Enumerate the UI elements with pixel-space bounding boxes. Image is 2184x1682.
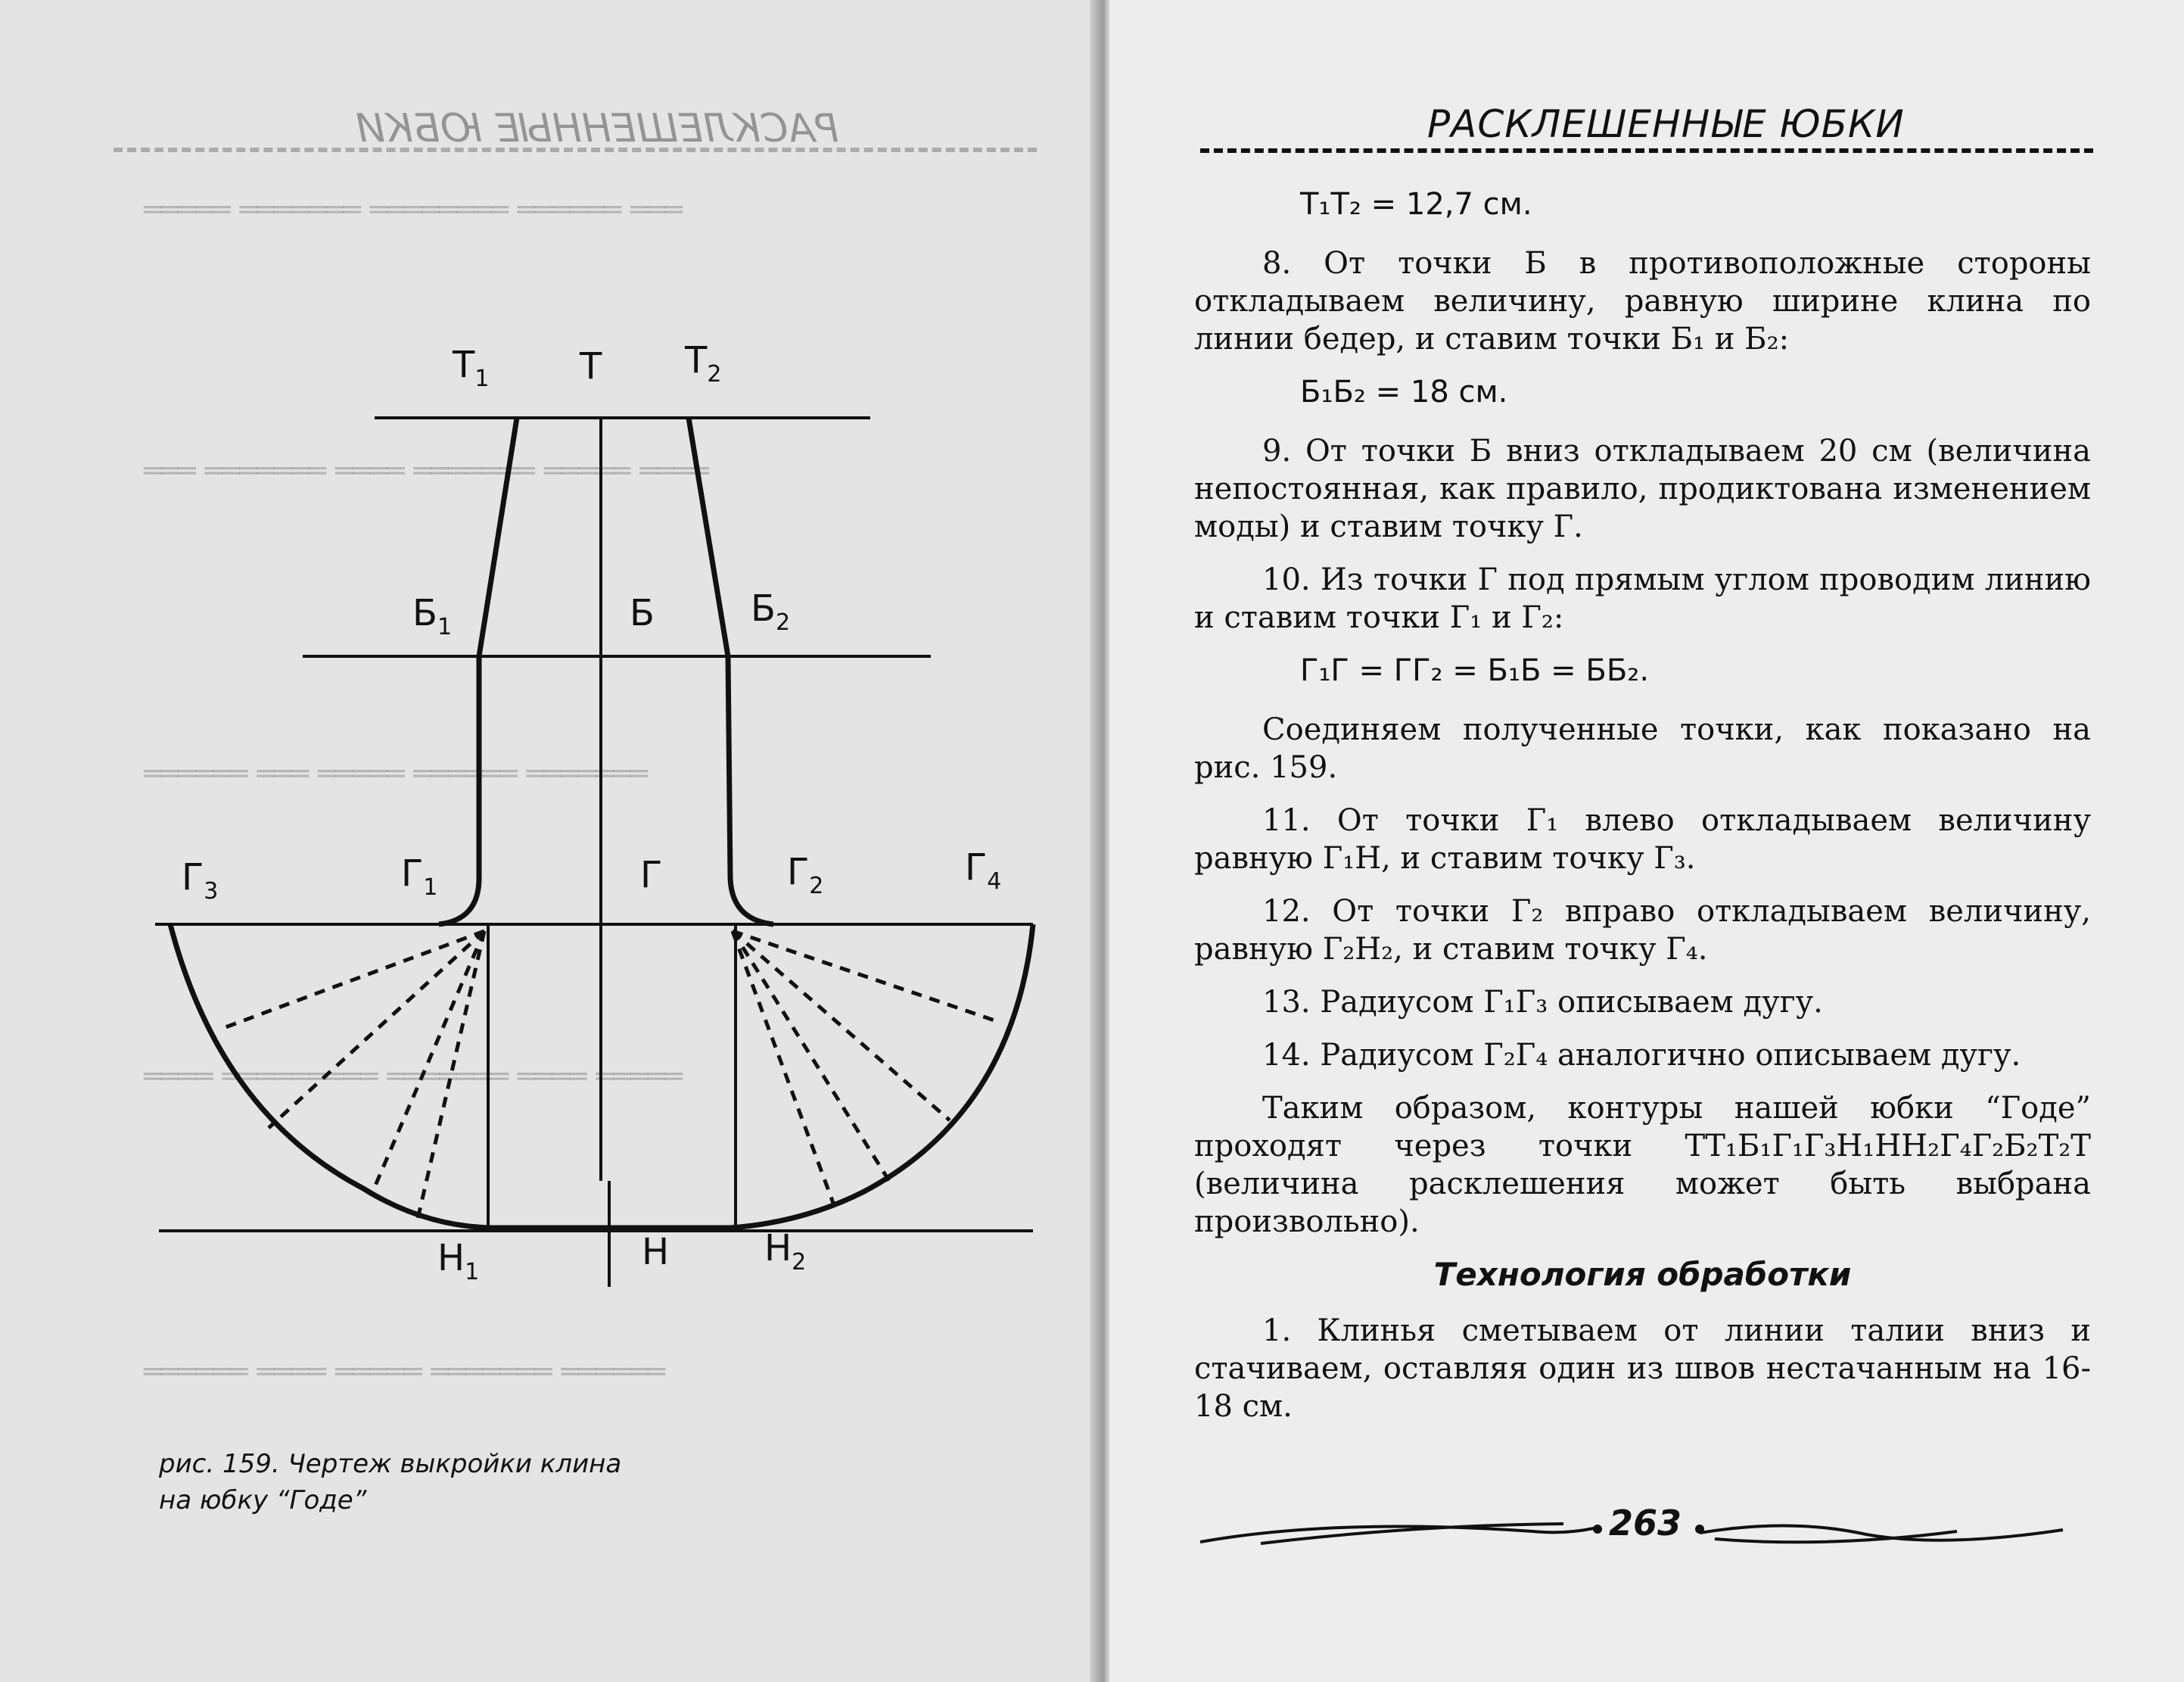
bleed-through-text: ═══════ ══════ ═════ ═══ ══════	[144, 757, 649, 790]
bleed-through-text: ═════ ════ ═══════ ═════════ ════	[144, 1060, 683, 1093]
formula-g: Г₁Г = ГГ₂ = Б₁Б = ББ₂.	[1300, 653, 1650, 688]
paragraph-step-10: 10. Из точки Г под прямым углом проводим линию и ставим точки Г₁ и Г₂:	[1194, 562, 2091, 635]
wedge-left-side	[439, 418, 517, 924]
paragraph-step-11: 11. От точки Г₁ влево откладываем величину равную Г₁Н, и ставим точку Г₃.	[1194, 803, 2091, 876]
folio	[1109, 1495, 2184, 1563]
label-g1: $Г_1$	[401, 852, 438, 901]
label-b: Б	[630, 592, 655, 634]
radius-right-3	[733, 931, 950, 1120]
label-t1: $Т_1$	[453, 344, 490, 392]
label-h2: $Н_2$	[764, 1227, 807, 1276]
bleed-through-text: ═══ ══════ ════════ ═══════ ═════	[144, 193, 683, 226]
paragraph-step-12: 12. От точки Г₂ вправо откладываем величину, равную Г₂Н₂, и ставим точку Г₄.	[1194, 894, 2091, 967]
page-body	[1194, 185, 2091, 1441]
running-head: РАСКЛЕШЕННЫЕ ЮБКИ	[1427, 102, 1905, 146]
radius-left-4	[418, 931, 484, 1219]
right-page	[1109, 0, 2184, 1682]
formula-b1b2: Б₁Б₂ = 18 см.	[1300, 375, 1508, 410]
formula-t1t2: Т₁Т₂ = 12,7 см.	[1300, 187, 1532, 222]
paragraph-step-9: 9. От точки Б вниз откладываем 20 см (величина непостоянная, как правило, продиктована изменением моды) и ставим точку Г.	[1194, 434, 2091, 544]
paragraph-tech-1: 1. Клинья сметываем от линии талии вниз и стачиваем, оставляя один из швов нестачанным на 16-18 см.	[1194, 1313, 2091, 1424]
section-title: Технология обработки	[1433, 1256, 1852, 1293]
radius-right-1	[733, 931, 836, 1211]
figure-caption	[159, 1446, 689, 1518]
paragraph-join: Соединяем полученные точки, как показано на рис. 159.	[1194, 712, 2091, 785]
label-g4: $Г_4$	[965, 846, 1002, 895]
label-h1: $Н_1$	[437, 1237, 480, 1285]
label-h: Н	[642, 1231, 670, 1273]
label-g3: $Г_3$	[182, 856, 219, 905]
label-b1: $Б_1$	[412, 592, 453, 640]
head-rule	[1200, 148, 2093, 153]
caption-line: на юбку “Годе”	[159, 1485, 367, 1515]
caption-line: рис. 159. Чертеж выкройки клина	[159, 1449, 622, 1479]
label-t: Т	[580, 345, 602, 388]
label-g2: $Г_2$	[787, 851, 824, 899]
label-t2: $Т_2$	[685, 339, 722, 388]
paragraph-summary: Таким образом, контуры нашей юбки “Годе” проходят через точки ТТ₁Б₁Г₁Г₃Н₁НН₂Г₄Г₂Б₂Т₂Т (величина расклешения может быть выбрана произвольно).	[1194, 1091, 2091, 1239]
bleed-through-heading: РАСКЛЕШЕННЫЕ ЮБКИ	[356, 106, 839, 151]
radius-left-1	[219, 931, 484, 1029]
radius-right-2	[733, 931, 889, 1181]
paragraph-step-8: 8. От точки Б в противоположные стороны откладываем величину, равную ширине клина по линии бедер, и ставим точки Б₁ и Б₂:	[1194, 246, 2091, 357]
wedge-right-side	[689, 418, 773, 924]
radius-right-4	[733, 931, 999, 1022]
radius-left-3	[371, 931, 484, 1196]
paragraph-step-13: 13. Радиусом Г₁Г₃ описываем дугу.	[1262, 985, 1823, 1020]
page-number: 263	[1609, 1503, 1682, 1543]
label-g: Г	[640, 854, 663, 896]
bleed-through-text: ══════ ═══════ ═════ ════ ══════	[144, 1355, 665, 1388]
paragraph-step-14: 14. Радиусом Г₂Г₄ аналогично описываем дугу.	[1262, 1038, 2021, 1073]
label-b2: $Б_2$	[751, 587, 791, 636]
radius-left-2	[269, 931, 484, 1128]
bleed-through-text: ════ ═════ ═══════ ════ ═══════ ═══	[144, 454, 709, 487]
